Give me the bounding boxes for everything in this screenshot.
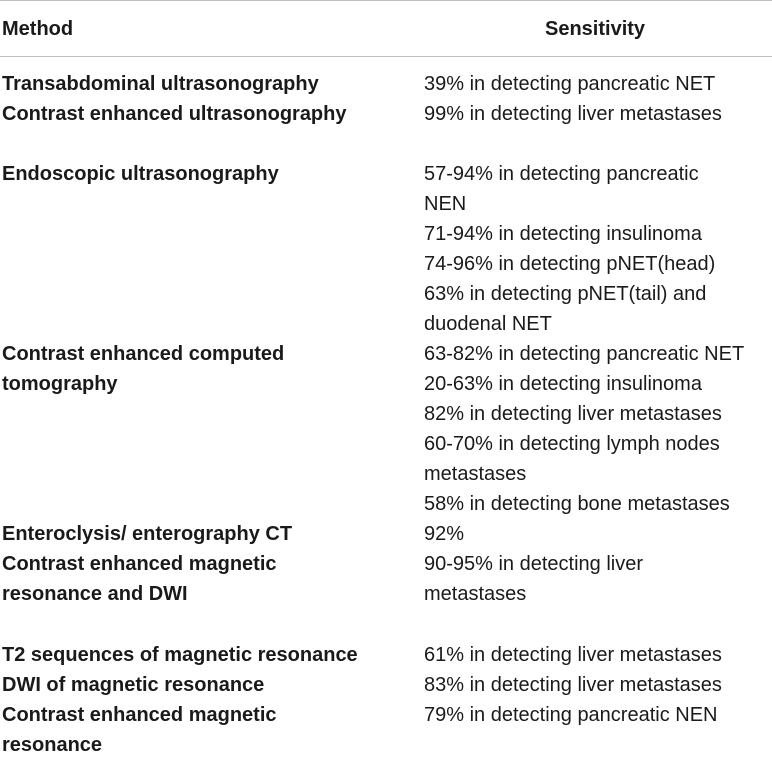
method-cell [2,69,407,99]
sensitivity-text: duodenal NET [424,313,552,335]
method-text: Transabdominal ultrasonography [2,73,319,95]
sensitivity-text: 71-94% in detecting insulinoma [424,223,702,245]
method-text: resonance and DWI [2,583,188,605]
sensitivity-text: 58% in detecting bone metastases [424,493,730,515]
column-header-method: Method [2,18,74,40]
sensitivity-text: 63-82% in detecting pancreatic NET [424,343,745,365]
sensitivity-cell [424,339,772,519]
table-top-rule [0,0,772,1]
sensitivity-text: metastases [424,463,527,485]
sensitivity-text: metastases [424,583,527,605]
method-cell [2,339,407,399]
method-text: Enteroclysis/ enterography CT [2,523,293,545]
sensitivity-cell [424,700,772,730]
method-cell [2,99,407,129]
sensitivity-text: 90-95% in detecting liver [424,553,644,575]
sensitivity-cell [424,159,772,339]
sensitivity-cell [424,99,772,129]
sensitivity-cell [424,640,772,670]
sensitivity-text: 99% in detecting liver metastases [424,103,722,125]
method-text: Contrast enhanced magnetic [2,553,277,575]
method-text: T2 sequences of magnetic resonance [2,644,358,666]
method-text: tomography [2,373,118,395]
method-text: resonance [2,734,103,756]
method-cell [2,700,407,760]
sensitivity-text: NEN [424,193,467,215]
method-cell [2,519,407,549]
sensitivity-cell [424,670,772,700]
sensitivity-text: 79% in detecting pancreatic NEN [424,704,718,726]
method-cell [2,159,407,189]
sensitivity-text: 92% [424,523,465,545]
sensitivity-text: 20-63% in detecting insulinoma [424,373,702,395]
sensitivity-text: 63% in detecting pNET(tail) and [424,283,707,305]
sensitivity-cell [424,69,772,99]
sensitivity-cell [424,549,772,609]
sensitivity-text: 61% in detecting liver metastases [424,644,722,666]
method-text: Endoscopic ultrasonography [2,163,279,185]
method-text: Contrast enhanced computed [2,343,285,365]
sensitivity-text: 82% in detecting liver metastases [424,403,722,425]
sensitivity-text: 74-96% in detecting pNET(head) [424,253,716,275]
column-header-sensitivity: Sensitivity [545,18,646,40]
header-rule [0,56,772,57]
method-cell [2,670,407,700]
method-cell [2,549,407,609]
method-text: DWI of magnetic resonance [2,674,265,696]
sensitivity-text: 39% in detecting pancreatic NET [424,73,716,95]
sensitivity-cell [424,519,772,549]
sensitivity-text: 83% in detecting liver metastases [424,674,722,696]
method-text: Contrast enhanced ultrasonography [2,103,347,125]
method-cell [2,640,407,670]
sensitivity-text: 57-94% in detecting pancreatic [424,163,699,185]
method-text: Contrast enhanced magnetic [2,704,277,726]
sensitivity-text: 60-70% in detecting lymph nodes [424,433,720,455]
